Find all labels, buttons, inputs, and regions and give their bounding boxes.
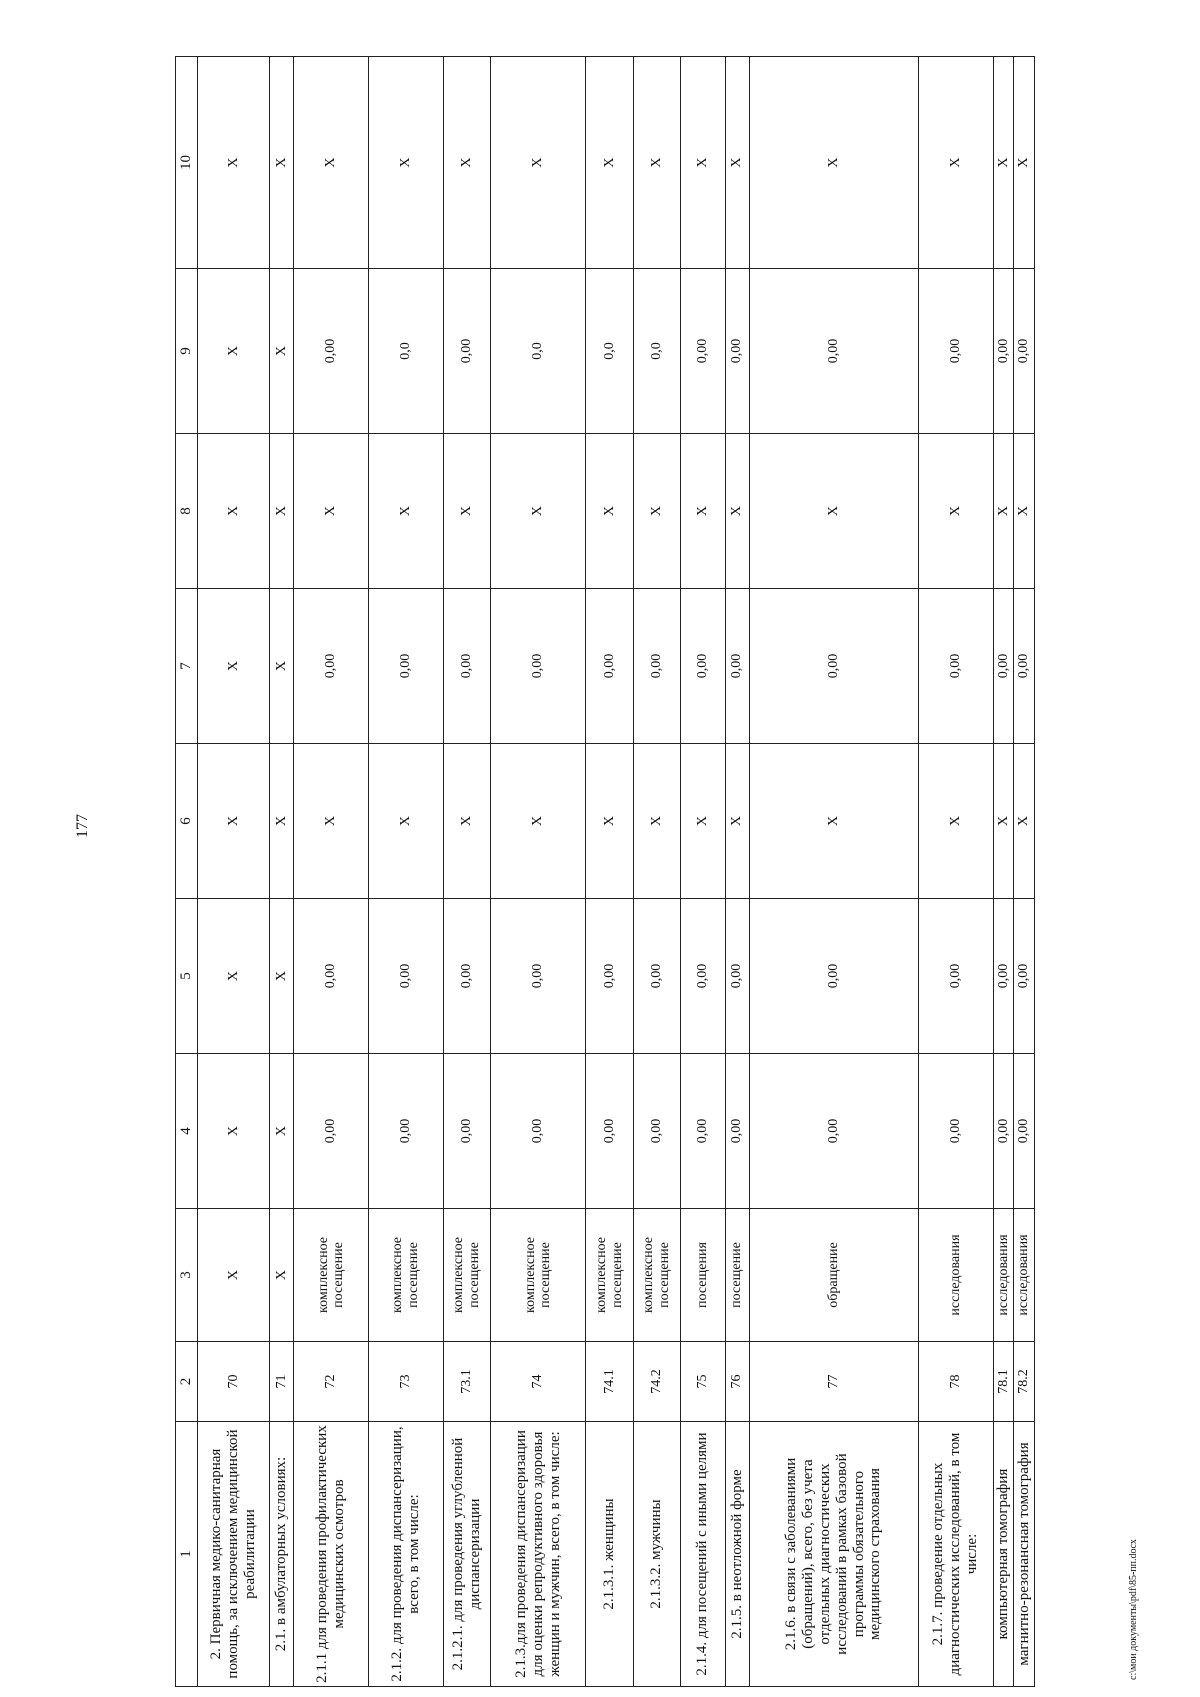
row-label-cell: 2.1.4. для посещений с иными целями xyxy=(680,1422,725,1687)
table-cell: X xyxy=(369,57,444,269)
table-cell: 0,00 xyxy=(491,899,586,1054)
table-cell: 0,00 xyxy=(993,589,1014,744)
column-number: 9 xyxy=(176,269,198,434)
table-cell: X xyxy=(294,434,369,589)
header-row xyxy=(176,57,198,1687)
table-cell: X xyxy=(680,744,725,899)
table-cell: 0,00 xyxy=(993,899,1014,1054)
table-cell: X xyxy=(443,57,490,269)
table-cell: 74.1 xyxy=(586,1342,633,1422)
table-row xyxy=(443,57,490,1687)
table-cell: X xyxy=(294,57,369,269)
table-cell: 0,00 xyxy=(1014,1054,1035,1209)
table-cell: обращение xyxy=(749,1209,918,1342)
table-row xyxy=(749,57,918,1687)
table-cell: X xyxy=(270,899,294,1054)
table-cell: 0,00 xyxy=(749,589,918,744)
table-cell: 0,00 xyxy=(586,899,633,1054)
table-cell: X xyxy=(197,434,269,589)
table-cell: X xyxy=(725,434,749,589)
table-cell: 0,00 xyxy=(918,269,993,434)
table-row xyxy=(294,57,369,1687)
table-cell: 74 xyxy=(491,1342,586,1422)
table-row xyxy=(369,57,444,1687)
table-cell: X xyxy=(443,434,490,589)
table-cell: 0,00 xyxy=(633,589,680,744)
table-cell: посещение xyxy=(725,1209,749,1342)
table-cell: X xyxy=(633,744,680,899)
table-cell: 0,00 xyxy=(294,1054,369,1209)
table-body xyxy=(197,57,1034,1687)
table-row xyxy=(680,57,725,1687)
table-cell: 74.2 xyxy=(633,1342,680,1422)
table-cell: исследования xyxy=(918,1209,993,1342)
table-cell: 0,00 xyxy=(725,589,749,744)
table-cell: 77 xyxy=(749,1342,918,1422)
page-number: 177 xyxy=(74,814,91,838)
rotated-table-container xyxy=(175,57,1035,1687)
table-cell: 0,00 xyxy=(918,589,993,744)
table-cell: 0,00 xyxy=(443,589,490,744)
table-cell: X xyxy=(491,57,586,269)
table-cell: X xyxy=(197,1054,269,1209)
table-cell: X xyxy=(270,1054,294,1209)
table-cell: 0,00 xyxy=(725,899,749,1054)
table-cell: X xyxy=(197,57,269,269)
table-cell: 0,0 xyxy=(633,269,680,434)
table-cell: комплексное посещение xyxy=(491,1209,586,1342)
table-cell: 0,00 xyxy=(443,899,490,1054)
table-cell: 0,00 xyxy=(680,589,725,744)
table-cell: X xyxy=(1014,434,1035,589)
table-cell: 0,00 xyxy=(918,1054,993,1209)
table-cell: 0,00 xyxy=(586,589,633,744)
table-row xyxy=(491,57,586,1687)
table-cell: X xyxy=(294,744,369,899)
row-label-cell: компьютерная томография xyxy=(993,1422,1014,1687)
table-cell: 72 xyxy=(294,1342,369,1422)
table-cell: комплексное посещение xyxy=(294,1209,369,1342)
row-label-cell: 2.1.3.для проведения диспансеризации для оценки репродуктивного здоровья женщин и мужчин, всего, в том числе: xyxy=(491,1422,586,1687)
table-cell: X xyxy=(633,434,680,589)
row-label-cell: 2.1.2. для проведения диспансеризации, всего, в том числе: xyxy=(369,1422,444,1687)
table-cell: X xyxy=(993,57,1014,269)
table-cell: X xyxy=(993,744,1014,899)
table-cell: X xyxy=(918,434,993,589)
column-number: 1 xyxy=(176,1422,198,1687)
table-cell: X xyxy=(993,434,1014,589)
table-cell: 0,00 xyxy=(369,899,444,1054)
table-cell: 70 xyxy=(197,1342,269,1422)
table-cell: 0,00 xyxy=(1014,899,1035,1054)
table-cell: X xyxy=(270,57,294,269)
table-cell: X xyxy=(369,744,444,899)
table-cell: X xyxy=(749,57,918,269)
table-cell: X xyxy=(197,1209,269,1342)
table-cell: 0,00 xyxy=(749,1054,918,1209)
table-cell: X xyxy=(749,744,918,899)
table-cell: X xyxy=(633,57,680,269)
table-cell: X xyxy=(197,744,269,899)
table-row xyxy=(633,57,680,1687)
row-label-cell: 2.1.3.1. женщины xyxy=(586,1422,633,1687)
row-label-cell: 2.1.2.1. для проведения углубленной диспансеризации xyxy=(443,1422,490,1687)
table-cell: X xyxy=(270,744,294,899)
table-cell: X xyxy=(443,744,490,899)
table-cell: 0,00 xyxy=(725,1054,749,1209)
table-cell: 78.2 xyxy=(1014,1342,1035,1422)
column-number: 2 xyxy=(176,1342,198,1422)
table-row xyxy=(725,57,749,1687)
table-cell: X xyxy=(586,57,633,269)
table-cell: 0,00 xyxy=(680,899,725,1054)
table-cell: 0,00 xyxy=(491,1054,586,1209)
table-cell: X xyxy=(918,744,993,899)
table-cell: комплексное посещение xyxy=(633,1209,680,1342)
table-cell: 73 xyxy=(369,1342,444,1422)
row-label-cell: 2.1. в амбулаторных условиях: xyxy=(270,1422,294,1687)
table-cell: 0,0 xyxy=(491,269,586,434)
column-number: 5 xyxy=(176,899,198,1054)
table-cell: X xyxy=(586,434,633,589)
table-cell: 0,00 xyxy=(294,269,369,434)
row-label-cell: 2.1.3.2. мужчины xyxy=(633,1422,680,1687)
table-cell: X xyxy=(918,57,993,269)
table-cell: посещения xyxy=(680,1209,725,1342)
table-row xyxy=(1014,57,1035,1687)
table-cell: 0,0 xyxy=(586,269,633,434)
table-cell: комплексное посещение xyxy=(586,1209,633,1342)
table-cell: 0,00 xyxy=(993,1054,1014,1209)
column-number: 10 xyxy=(176,57,198,269)
table-cell: 75 xyxy=(680,1342,725,1422)
table-cell: исследования xyxy=(993,1209,1014,1342)
table-cell: 0,0 xyxy=(369,269,444,434)
column-number: 6 xyxy=(176,744,198,899)
table-cell: X xyxy=(725,57,749,269)
table-cell: 0,00 xyxy=(749,899,918,1054)
table-row xyxy=(197,57,269,1687)
table-cell: 0,00 xyxy=(993,269,1014,434)
column-number: 8 xyxy=(176,434,198,589)
table-cell: X xyxy=(197,269,269,434)
table-cell: комплексное посещение xyxy=(369,1209,444,1342)
table-cell: X xyxy=(270,1209,294,1342)
table-cell: X xyxy=(369,434,444,589)
column-number: 4 xyxy=(176,1054,198,1209)
table-cell: 0,00 xyxy=(294,589,369,744)
table-row xyxy=(993,57,1014,1687)
table-cell: 0,00 xyxy=(443,269,490,434)
table-cell: 0,00 xyxy=(633,899,680,1054)
table-cell: 78 xyxy=(918,1342,993,1422)
table-cell: X xyxy=(270,269,294,434)
table-cell: 0,00 xyxy=(1014,589,1035,744)
table-cell: X xyxy=(1014,57,1035,269)
table-row xyxy=(586,57,633,1687)
table-cell: X xyxy=(270,589,294,744)
row-label-cell: магнитно-резонансная томография xyxy=(1014,1422,1035,1687)
table-cell: X xyxy=(680,57,725,269)
table-cell: X xyxy=(586,744,633,899)
row-label-cell: 2.1.6. в связи с заболеваниями (обращений), всего, без учета отдельных диагностических исследований в рамках базовой программы обязательного медицинского страхования xyxy=(749,1422,918,1687)
data-table xyxy=(175,56,1035,1687)
table-cell: X xyxy=(749,434,918,589)
footer-file-path: c:\мои документы\pdf\85-пп.docx xyxy=(1128,1539,1139,1680)
table-cell: 73.1 xyxy=(443,1342,490,1422)
table-cell: 0,00 xyxy=(369,589,444,744)
table-cell: 0,00 xyxy=(443,1054,490,1209)
table-cell: 0,00 xyxy=(918,899,993,1054)
table-cell: 0,00 xyxy=(680,269,725,434)
table-cell: X xyxy=(680,434,725,589)
table-cell: 0,00 xyxy=(1014,269,1035,434)
row-label-cell: 2.1.7. проведение отдельных диагностических исследований, в том числе: xyxy=(918,1422,993,1687)
table-cell: 0,00 xyxy=(491,589,586,744)
row-label-cell: 2.1.5. в неотложной форме xyxy=(725,1422,749,1687)
column-number: 7 xyxy=(176,589,198,744)
table-cell: X xyxy=(197,589,269,744)
table-cell: X xyxy=(1014,744,1035,899)
table-cell: X xyxy=(491,434,586,589)
table-cell: X xyxy=(270,434,294,589)
table-cell: исследования xyxy=(1014,1209,1035,1342)
table-cell: X xyxy=(491,744,586,899)
table-cell: 78.1 xyxy=(993,1342,1014,1422)
table-cell: 0,00 xyxy=(749,269,918,434)
table-cell: 0,00 xyxy=(586,1054,633,1209)
row-label-cell: 2. Первичная медико-санитарная помощь, за исключением медицинской реабилитации xyxy=(197,1422,269,1687)
table-cell: 71 xyxy=(270,1342,294,1422)
table-cell: 76 xyxy=(725,1342,749,1422)
table-cell: 0,00 xyxy=(294,899,369,1054)
table-cell: 0,00 xyxy=(633,1054,680,1209)
table-cell: 0,00 xyxy=(725,269,749,434)
table-cell: X xyxy=(725,744,749,899)
table-cell: 0,00 xyxy=(680,1054,725,1209)
table-cell: комплексное посещение xyxy=(443,1209,490,1342)
table-cell: X xyxy=(197,899,269,1054)
row-label-cell: 2.1.1 для проведения профилактических медицинских осмотров xyxy=(294,1422,369,1687)
column-number: 3 xyxy=(176,1209,198,1342)
table-cell: 0,00 xyxy=(369,1054,444,1209)
table-row xyxy=(270,57,294,1687)
table-row xyxy=(918,57,993,1687)
